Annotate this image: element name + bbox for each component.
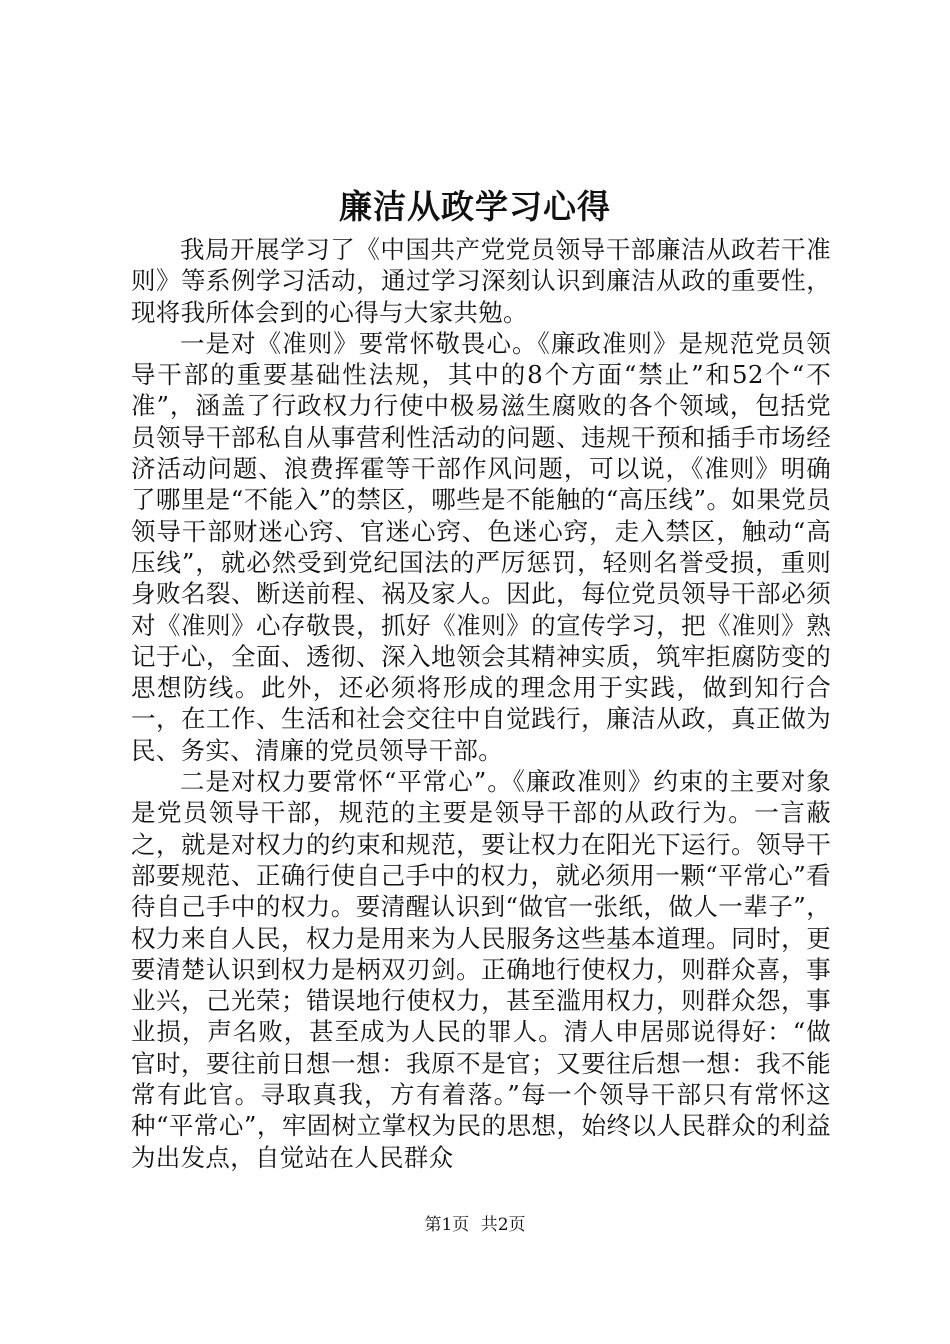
document-body <box>131 234 831 1173</box>
page-number-total: 共2页 <box>480 1215 526 1235</box>
paragraph-intro: 我局开展学习了《中国共产党党员领导干部廉洁从政若干准则》等系例学习活动，通过学习深刻认识到廉洁从政的重要性，现将我所体会到的心得与大家共勉。 <box>131 235 831 327</box>
document-title: 廉洁从政学习心得 <box>339 187 611 226</box>
paragraph-point-one: 一是对《准则》要常怀敬畏心。《廉政准则》是规范党员领导干部的重要基础性法规，其中的8个方面“禁止”和52个“不准”，涵盖了行政权力行使中极易滋生腐败的各个领域，包括党员领导干部私自从事营利性活动的问题、违规干预和插手市场经济活动问题、浪费挥霍等干部作风问题，可以说，《准则》明确了哪里是“不能入”的禁区，哪些是不能触的“高压线”。如果党员领导干部财迷心窍、官迷心窍、色迷心窍，走入禁区，触动“高压线”，就必然受到党纪国法的严厉惩罚，轻则名誉受损，重则身败名裂、断送前程、祸及家人。因此，每位党员领导干部必须对《准则》心存敬畏，抓好《准则》的宣传学习，把《准则》熟记于心，全面、透彻、深入地领会其精神实质，筑牢拒腐防变的思想防线。此外，还必须将形成的理念用于实践，做到知行合一，在工作、生活和社会交往中自觉践行，廉洁从政，真正做为民、务实、清廉的党员领导干部。 <box>131 328 832 765</box>
page-number-current: 第1页 <box>424 1215 470 1235</box>
page-footer <box>0 1213 950 1237</box>
paragraph-point-two: 二是对权力要常怀“平常心”。《廉政准则》约束的主要对象是党员领导干部，规范的主要是领导干部的从政行为。一言蔽之，就是对权力的约束和规范，要让权力在阳光下运行。领导干部要规范、正确行使自己手中的权力，就必须用一颗“平常心”看待自己手中的权力。要清醒认识到“做官一张纸，做人一辈子”，权力来自人民，权力是用来为人民服务这些基本道理。同时，更要清楚认识到权力是柄双刃剑。正确地行使权力，则群众喜，事业兴，己光荣；错误地行使权力，甚至滥用权力，则群众怨，事业损，声名败，甚至成为人民的罪人。清人申居郧说得好：“做官时，要往前日想一想：我原不是官；又要往后想一想：我不能常有此官。寻取真我，方有着落。”每一个领导干部只有常怀这种“平常心”，牢固树立掌权为民的思想，始终以人民群众的利益为出发点，自觉站在人民群众 <box>131 767 832 1172</box>
